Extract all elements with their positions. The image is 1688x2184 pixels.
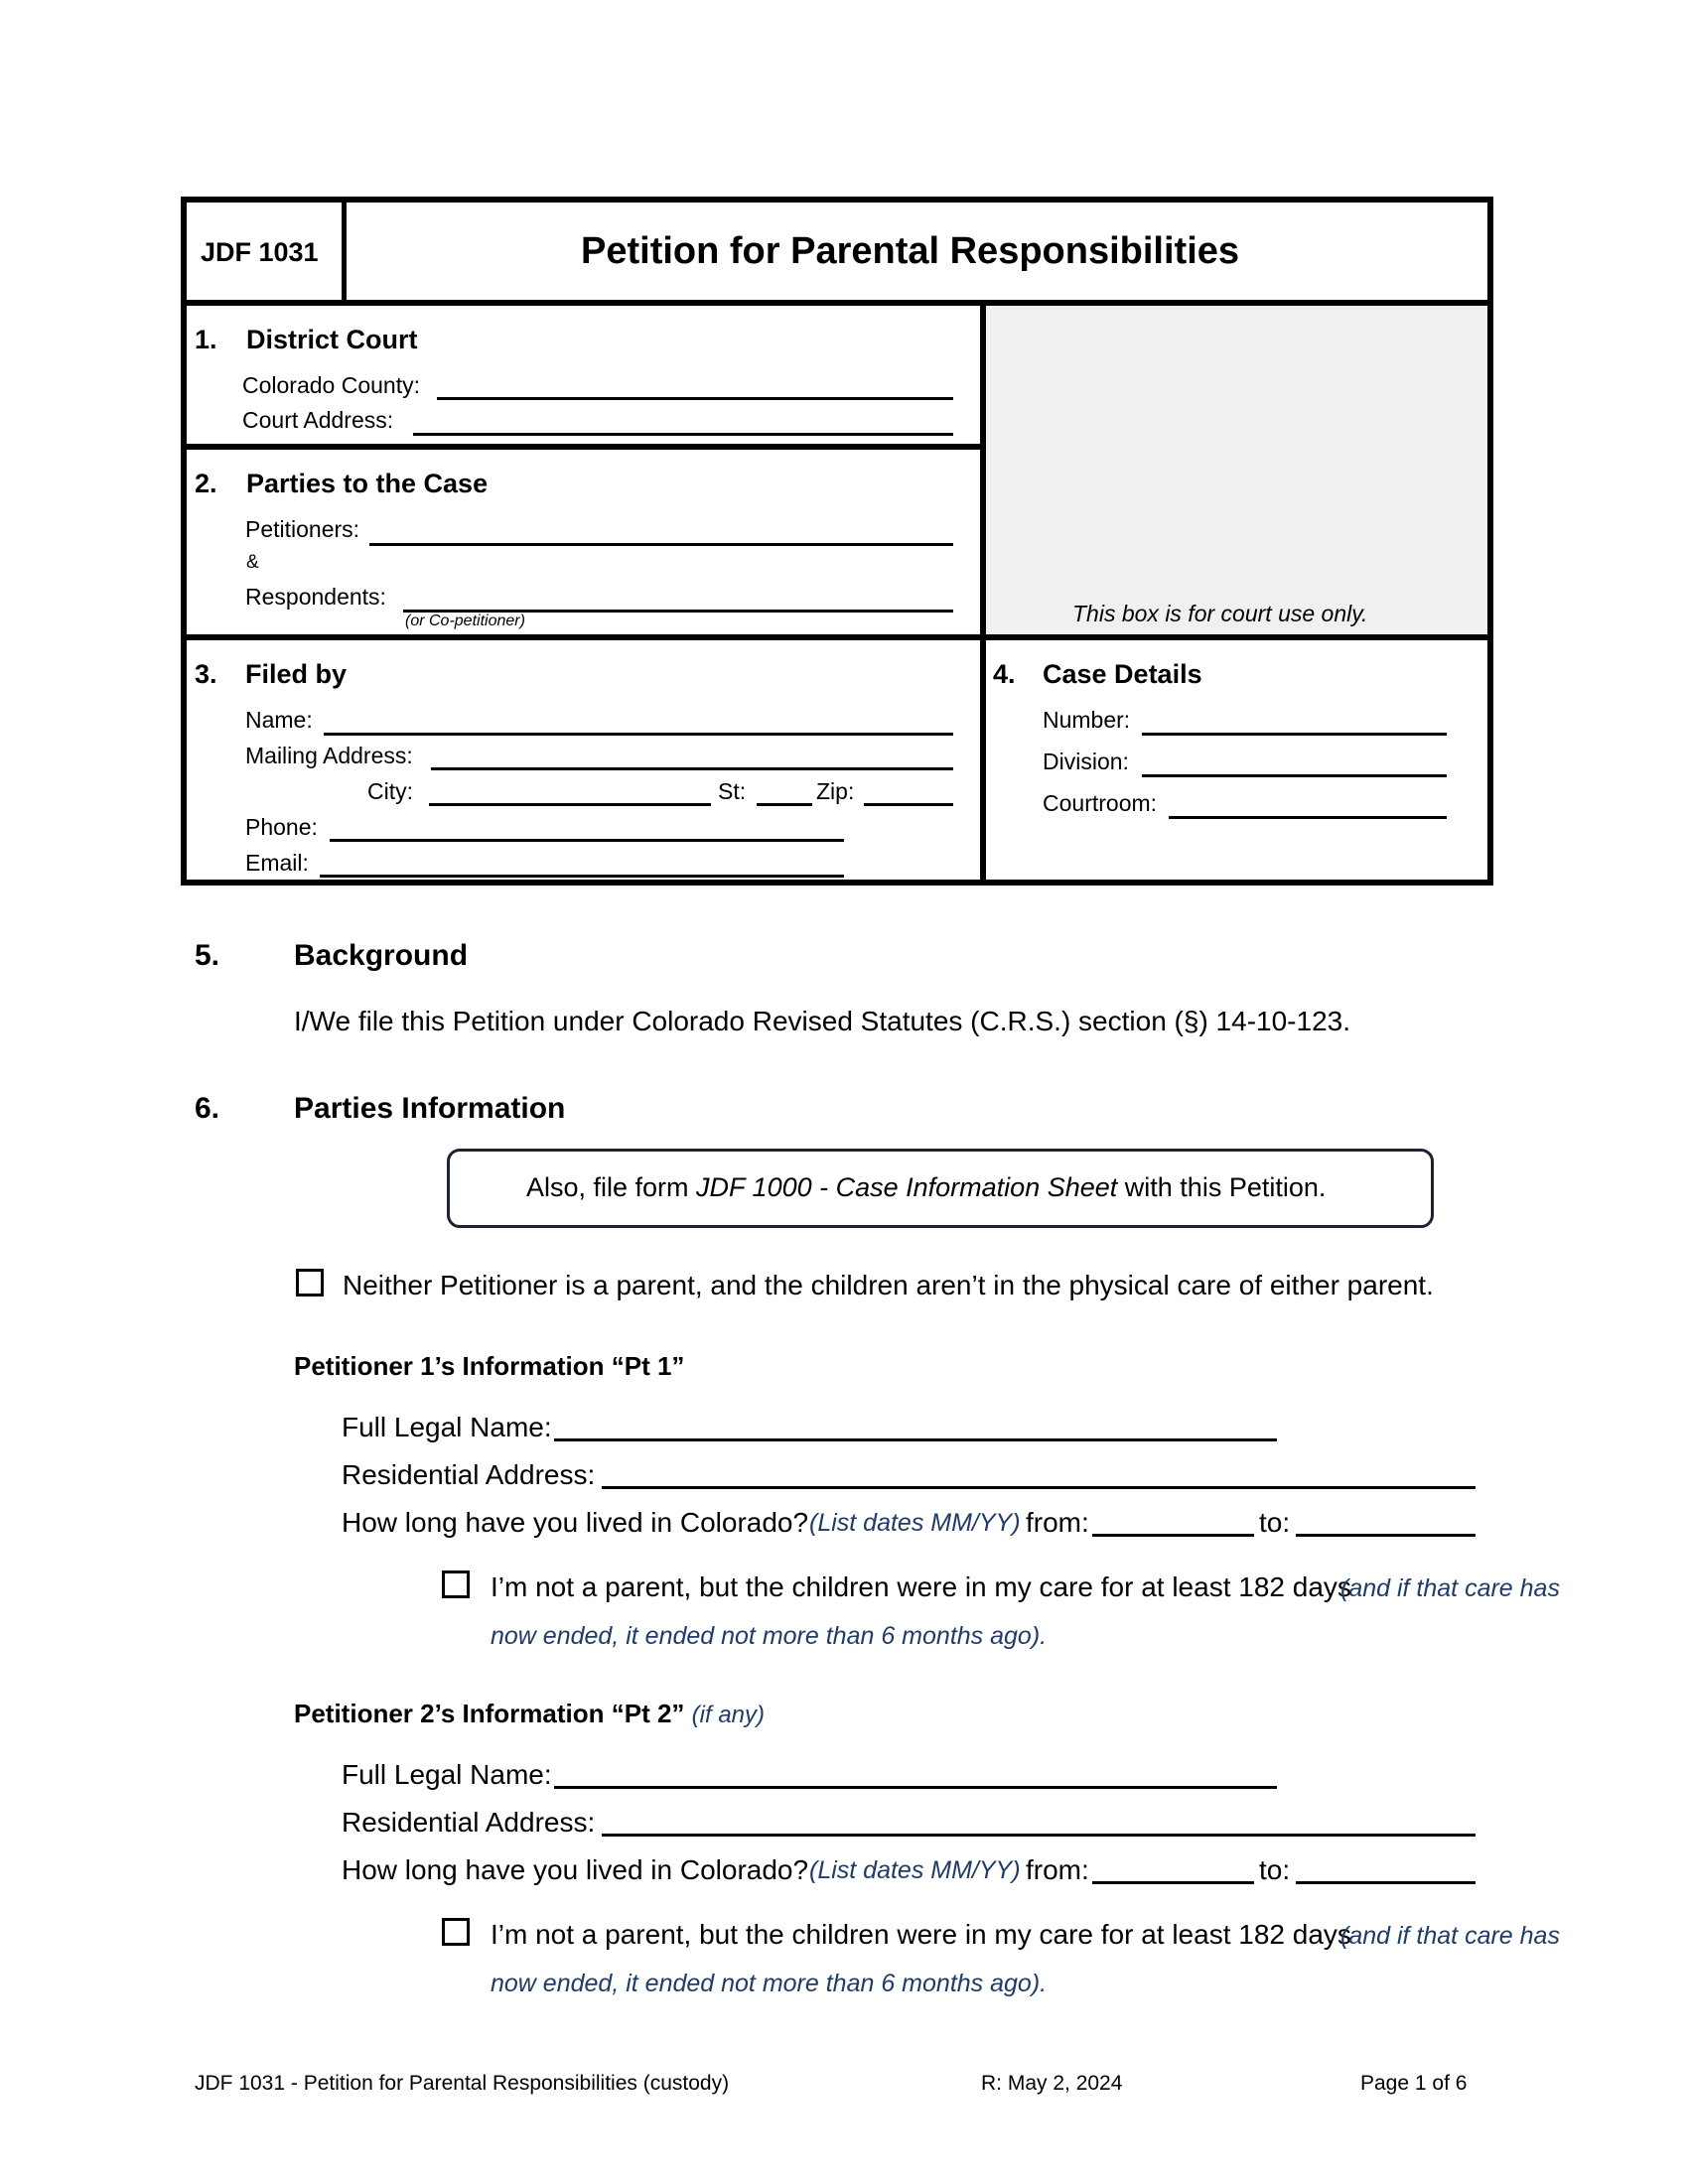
pt1-lived-label: How long have you lived in Colorado? — [342, 1507, 809, 1538]
pt1-address-field[interactable] — [602, 1455, 1476, 1489]
pt2-care-text: I’m not a parent, but the children were in my care for at least 182 days — [491, 1919, 1351, 1950]
pt1-not-parent-checkbox[interactable] — [442, 1570, 470, 1598]
pt1-address-label: Residential Address: — [342, 1459, 596, 1490]
phone-label: Phone: — [245, 814, 318, 840]
filer-name-label: Name: — [245, 707, 313, 733]
pt2-address-label: Residential Address: — [342, 1807, 596, 1838]
case-info-notice-text — [526, 1174, 1326, 1201]
courtroom-field[interactable] — [1169, 789, 1447, 819]
neither-parent-text: Neither Petitioner is a parent, and the children aren’t in the physical care of either parent. — [343, 1270, 1434, 1300]
pt2-care-hint-1: (and if that care has — [1340, 1922, 1560, 1950]
footer-page-number: Page 1 of 6 — [1360, 2072, 1468, 2095]
pt2-to-label: to: — [1259, 1854, 1291, 1885]
footer-form-name: JDF 1031 - Petition for Parental Responsibilities (custody) — [195, 2072, 730, 2095]
pt1-name-label: Full Legal Name: — [342, 1412, 552, 1442]
division-label: Division: — [1043, 749, 1129, 774]
county-field[interactable] — [437, 370, 953, 400]
pt1-from-label: from: — [1026, 1507, 1089, 1538]
pt1-care-text: I’m not a parent, but the children were in my care for at least 182 days — [491, 1571, 1351, 1602]
filer-name-field[interactable] — [324, 706, 953, 736]
petitioners-label: Petitioners: — [245, 516, 360, 542]
court-address-field[interactable] — [413, 406, 953, 436]
form-title: Petition for Parental Responsibilities — [581, 230, 1240, 272]
pt2-name-label: Full Legal Name: — [342, 1759, 552, 1790]
pt2-not-parent-checkbox[interactable] — [442, 1918, 470, 1946]
pt2-lived-label: How long have you lived in Colorado? — [342, 1854, 809, 1885]
petitioners-field[interactable] — [369, 516, 953, 546]
respondents-field[interactable] — [403, 583, 953, 613]
pt2-lived-hint: (List dates MM/YY) — [809, 1856, 1021, 1884]
notice-form-name: JDF 1000 - Case Information Sheet — [696, 1172, 1118, 1202]
pt1-care-hint-2: now ended, it ended not more than 6 months ago). — [491, 1622, 1048, 1650]
respondents-label: Respondents: — [245, 584, 386, 610]
pt2-heading — [294, 1701, 765, 1727]
pt1-from-field[interactable] — [1092, 1503, 1254, 1537]
pt1-name-field[interactable] — [554, 1408, 1277, 1441]
pt1-to-field[interactable] — [1296, 1503, 1476, 1537]
section-3-title: Filed by — [245, 659, 348, 689]
pt1-to-label: to: — [1259, 1507, 1291, 1538]
section-4-title: Case Details — [1043, 659, 1202, 689]
pt1-care-hint-1: (and if that care has — [1340, 1574, 1560, 1602]
mailing-address-label: Mailing Address: — [245, 743, 413, 768]
footer-revision-date: R: May 2, 2024 — [981, 2072, 1123, 2095]
pt2-name-field[interactable] — [554, 1755, 1277, 1789]
email-label: Email: — [245, 850, 309, 876]
section-1-number: 1. — [195, 325, 217, 354]
form-code: JDF 1031 — [201, 237, 319, 267]
pt1-lived-hint: (List dates MM/YY) — [809, 1509, 1021, 1537]
pt2-from-field[interactable] — [1092, 1850, 1254, 1884]
co-petitioner-note: (or Co-petitioner) — [405, 613, 525, 629]
pt1-heading: Petitioner 1’s Information “Pt 1” — [294, 1351, 685, 1381]
background-text: I/We file this Petition under Colorado Revised Statutes (C.R.S.) section (§) 14-10-123. — [294, 1006, 1350, 1036]
zip-label: Zip: — [816, 778, 855, 804]
section-4-number: 4. — [993, 659, 1016, 689]
court-use-note: This box is for court use only. — [1072, 601, 1368, 626]
neither-parent-checkbox[interactable] — [296, 1269, 324, 1297]
state-label: St: — [718, 778, 747, 804]
section-3-number: 3. — [195, 659, 217, 689]
pt2-address-field[interactable] — [602, 1803, 1476, 1837]
court-use-box — [986, 306, 1487, 636]
section-6-number: 6. — [195, 1092, 220, 1125]
county-label: Colorado County: — [242, 372, 420, 398]
section-5-title: Background — [294, 939, 469, 972]
section-2-number: 2. — [195, 469, 217, 498]
section-5-number: 5. — [195, 939, 220, 972]
section-1-title: District Court — [246, 325, 418, 354]
zip-field[interactable] — [864, 776, 953, 806]
pt2-heading-hint: (if any) — [691, 1702, 766, 1728]
notice-post: with this Petition. — [1117, 1172, 1327, 1202]
case-number-field[interactable] — [1142, 706, 1447, 736]
pt2-to-field[interactable] — [1296, 1850, 1476, 1884]
courtroom-label: Courtroom: — [1043, 790, 1158, 816]
case-number-label: Number: — [1043, 707, 1131, 733]
court-address-label: Court Address: — [242, 407, 394, 433]
phone-field[interactable] — [330, 812, 844, 842]
pt2-from-label: from: — [1026, 1854, 1089, 1885]
notice-pre: Also, file form — [526, 1172, 697, 1202]
pt2-heading-text: Petitioner 2’s Information “Pt 2” — [294, 1699, 685, 1728]
state-field[interactable] — [757, 776, 812, 806]
pt2-care-hint-2: now ended, it ended not more than 6 months ago). — [491, 1970, 1048, 1997]
section-2-title: Parties to the Case — [246, 469, 489, 498]
email-field[interactable] — [320, 848, 844, 878]
division-field[interactable] — [1142, 748, 1447, 777]
section-6-title: Parties Information — [294, 1092, 566, 1125]
city-label: City: — [367, 778, 413, 804]
city-field[interactable] — [429, 776, 711, 806]
mailing-address-field[interactable] — [431, 741, 953, 770]
ampersand: & — [246, 552, 259, 573]
